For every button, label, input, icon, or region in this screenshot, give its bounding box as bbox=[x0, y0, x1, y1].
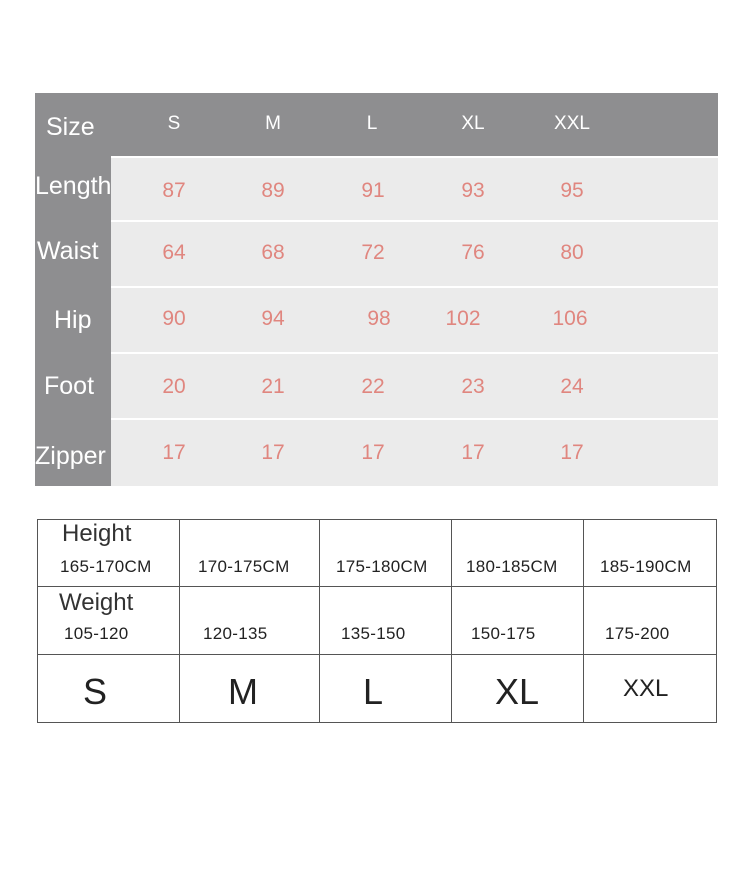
cell-length-l: 91 bbox=[361, 179, 385, 202]
cell-hip-xxl: 106 bbox=[552, 307, 588, 330]
size-header-label: Size bbox=[46, 113, 95, 141]
cell-waist-m: 68 bbox=[261, 241, 285, 264]
col-divider bbox=[583, 520, 584, 722]
height-xxl: 185-190CM bbox=[600, 557, 692, 576]
row-label-foot: Foot bbox=[44, 372, 95, 400]
cell-zipper-m: 17 bbox=[261, 441, 285, 464]
row-divider bbox=[38, 586, 716, 587]
row-label-waist: Waist bbox=[37, 237, 99, 265]
cell-waist-xl: 76 bbox=[461, 241, 485, 264]
cell-foot-xl: 23 bbox=[461, 375, 485, 398]
cell-hip-l: 98 bbox=[367, 307, 391, 330]
rec-size-xxl: XXL bbox=[623, 675, 669, 702]
cell-foot-l: 22 bbox=[361, 375, 385, 398]
row-label-hip: Hip bbox=[54, 306, 92, 334]
weight-xl: 150-175 bbox=[471, 624, 536, 643]
height-l: 175-180CM bbox=[336, 557, 428, 576]
size-col-xl: XL bbox=[461, 113, 485, 134]
row-label-zipper: Zipper bbox=[35, 442, 106, 470]
weight-l: 135-150 bbox=[341, 624, 406, 643]
cell-zipper-xl: 17 bbox=[461, 441, 485, 464]
cell-length-s: 87 bbox=[162, 179, 186, 202]
col-divider bbox=[451, 520, 452, 722]
size-col-m: M bbox=[265, 113, 281, 134]
cell-length-xl: 93 bbox=[461, 179, 485, 202]
cell-hip-s: 90 bbox=[162, 307, 186, 330]
cell-zipper-s: 17 bbox=[162, 441, 186, 464]
col-divider bbox=[179, 520, 180, 722]
size-chart-header bbox=[35, 93, 718, 156]
cell-length-m: 89 bbox=[261, 179, 285, 202]
cell-length-xxl: 95 bbox=[560, 179, 584, 202]
height-xl: 180-185CM bbox=[466, 557, 558, 576]
cell-zipper-l: 17 bbox=[361, 441, 385, 464]
cell-foot-m: 21 bbox=[261, 375, 285, 398]
height-s: 165-170CM bbox=[60, 557, 152, 576]
size-col-l: L bbox=[366, 113, 378, 134]
row-label-length: Length bbox=[35, 172, 112, 200]
size-recommendation-table bbox=[37, 519, 717, 723]
height-title: Height bbox=[62, 520, 132, 547]
weight-xxl: 175-200 bbox=[605, 624, 670, 643]
row-divider bbox=[38, 654, 716, 655]
cell-hip-m: 94 bbox=[261, 307, 285, 330]
col-divider bbox=[319, 520, 320, 722]
size-col-s: S bbox=[167, 113, 181, 134]
height-m: 170-175CM bbox=[198, 557, 290, 576]
cell-waist-l: 72 bbox=[361, 241, 385, 264]
weight-m: 120-135 bbox=[203, 624, 268, 643]
cell-hip-xl: 102 bbox=[445, 307, 481, 330]
weight-title: Weight bbox=[59, 589, 134, 616]
rec-size-s: S bbox=[83, 671, 108, 712]
cell-waist-xxl: 80 bbox=[560, 241, 584, 264]
rec-size-m: M bbox=[228, 671, 258, 712]
cell-waist-s: 64 bbox=[162, 241, 186, 264]
rec-size-l: L bbox=[363, 671, 384, 712]
rec-size-xl: XL bbox=[495, 671, 540, 712]
cell-foot-xxl: 24 bbox=[560, 375, 584, 398]
size-chart bbox=[35, 93, 718, 486]
cell-zipper-xxl: 17 bbox=[560, 441, 584, 464]
size-col-xxl: XXL bbox=[554, 113, 590, 134]
cell-foot-s: 20 bbox=[162, 375, 186, 398]
weight-s: 105-120 bbox=[64, 624, 129, 643]
